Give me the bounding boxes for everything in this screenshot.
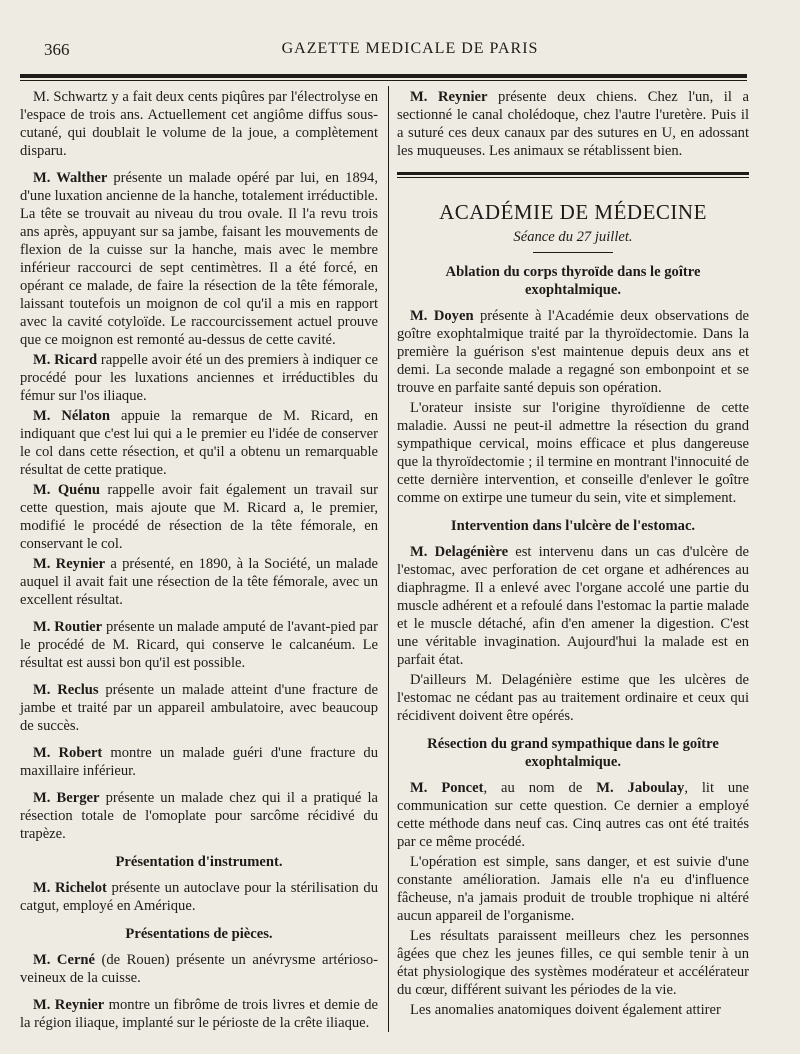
left-column bbox=[20, 88, 378, 1032]
short-rule bbox=[533, 252, 613, 253]
paragraph: L'orateur insiste sur l'origine thyroïdienne de cette maladie. Aussi ne peut-il admettre la résection du grand sympathique cervical, moins efficace et plus dangereuse que la thyroïdectomie ; il termine en montrant l'innocuité de cette dernière intervention, et conseille d'enlever le goître comme on extirpe une tumeur du sein, vite et simplement. bbox=[397, 400, 749, 506]
paragraph: D'ailleurs M. Delagénière estime que les ulcères de l'estomac ne cédant pas au traitement ordinaire et ceux qui récidivent doivent être opérés. bbox=[397, 672, 749, 724]
speaker-name: M. Doyen bbox=[410, 308, 474, 324]
paragraph-text: est intervenu dans un cas d'ulcère de l'estomac, avec perforation de cet organe et adhérences au diaphragme. Il a enlevé avec l'organe accolé une partie du muscle adhérent et a refoulé dans l'estomac la partie malade et le muscle détaché, afin d'en amener la digestion. C'est une véritable invagination. Aujourd'hui la malade est en parfait état. bbox=[397, 544, 749, 668]
header-rule bbox=[20, 74, 747, 78]
paragraph-text: (de Rouen) présente un anévrysme artérioso-veineux de la cuisse. bbox=[20, 952, 378, 986]
paragraph-text: présente un malade atteint d'une fracture de jambe et traité par un appareil ambulatoire, avec beaucoup de succès. bbox=[20, 682, 378, 734]
paragraph-text: appuie la remarque de M. Ricard, en indiquant que c'est lui qui a le premier eu l'idée de conserver le col dans cette résection, et qu'il a obtenu un remarquable résultat de cette pratique. bbox=[20, 408, 378, 478]
paragraph-text: , au nom de bbox=[483, 780, 597, 796]
paragraph: Les résultats paraissent meilleurs chez les personnes âgées que chez les jeunes filles, ce qui semble tenir à un état physiologique des systèmes modérateur et accélérateur du cœur, différent suivant les périodes de la vie. bbox=[397, 928, 749, 998]
header-rule-thin bbox=[20, 80, 747, 81]
paragraph bbox=[20, 407, 378, 479]
paragraph-text: a présenté, en 1890, à la Société, un malade auquel il avait fait une résection de la tête fémorale, avec un excellent résultat. bbox=[20, 556, 378, 608]
section-heading: Résection du grand sympathique dans le goître exophtalmique. bbox=[427, 736, 719, 770]
paragraph-text: présente deux chiens. Chez l'un, il a sectionné le canal cholédoque, chez l'autre l'uretère. Puis il a suturé ces deux canaux par des sutures en U, en adossant les muqueuses. Les animaux se rétablissent bien. bbox=[397, 89, 749, 159]
speaker-name: M. Reynier bbox=[410, 89, 488, 105]
paragraph bbox=[20, 481, 378, 553]
paragraph-text: montre un fibrôme de trois livres et demie de la région iliaque, implanté sur le périoste de la crête iliaque. bbox=[20, 997, 379, 1031]
speaker-name: M. Robert bbox=[33, 745, 103, 761]
paragraph: Les anomalies anatomiques doivent également attirer bbox=[410, 1002, 721, 1018]
paragraph-text: rappelle avoir fait également un travail sur cette question, mais ajoute que M. Ricard a, le premier, modifié le procédé de résection de la tête fémorale, en conservant le col. bbox=[20, 482, 378, 552]
paragraph-text: présente un malade amputé de l'avant-pied par le procédé de M. Ricard, qui conserve le calcanéum. Le résultat est aussi bon qu'il est possible. bbox=[20, 619, 378, 671]
paragraph bbox=[20, 879, 378, 915]
paragraph-text: présente un malade chez qui il a pratiqué la résection totale de l'omoplate pour sarcôme récidivé du trapèze. bbox=[20, 790, 378, 842]
column-divider bbox=[388, 86, 389, 1032]
section-heading: Présentations de pièces. bbox=[125, 926, 273, 942]
paragraph: M. Schwartz y a fait deux cents piqûres par l'électrolyse en l'espace de trois ans. Actuellement cet angiôme diffus sous-cutané, qui doublait le volume de la joue, a complètement disparu. bbox=[20, 89, 378, 159]
session-date: Séance du 27 juillet. bbox=[513, 229, 633, 245]
speaker-name: M. Routier bbox=[33, 619, 103, 635]
section-heading: Intervention dans l'ulcère de l'estomac. bbox=[450, 518, 696, 534]
paragraph-text: présente un autoclave pour la stérilisation du catgut, employé en Amérique. bbox=[20, 880, 378, 914]
paragraph bbox=[20, 951, 378, 987]
paragraph bbox=[397, 543, 749, 669]
paragraph bbox=[20, 744, 378, 780]
paragraph-text: rappelle avoir été un des premiers à indiquer ce procédé pour les luxations anciennes et irréductibles du fémur sur l'os iliaque. bbox=[20, 352, 378, 404]
paragraph bbox=[20, 789, 378, 843]
paragraph bbox=[20, 555, 378, 609]
section-heading: Ablation du corps thyroïde dans le goître exophtalmique. bbox=[445, 264, 701, 298]
paragraph bbox=[20, 681, 378, 735]
speaker-name: M. Reclus bbox=[33, 682, 99, 698]
section-heading: Présentation d'instrument. bbox=[115, 854, 283, 870]
paragraph bbox=[20, 169, 378, 349]
paragraph bbox=[20, 996, 378, 1032]
page-number: 366 bbox=[44, 40, 70, 59]
academy-heading: ACADÉMIE DE MÉDECINE bbox=[439, 200, 707, 224]
speaker-name: M. Poncet bbox=[410, 780, 484, 796]
speaker-name: M. Delagénière bbox=[410, 544, 509, 560]
speaker-name: M. Reynier bbox=[33, 997, 105, 1013]
paragraph-text: présente un malade opéré par lui, en 1894, d'une luxation ancienne de la hanche, totalement irréductible. La tête se trouvait au niveau du trou ovale. Il l'a revu trois ans après, appuyant sur sa jambe, faisant les mouvements de flexion de la cuisse sur la hanche, mais avec le membre inférieur raccourci de sept centimètres. Il a été forcé, en opérant ce malade, de faire la résection de la tête fémorale, laissant toutefois un moignon de col qu'il a mis en rapport avec la cavité cotyloïde. Le raccourcissement actuel prouve que ce moignon est remonté au-dessus de cette cavité. bbox=[20, 170, 379, 348]
paragraph-text: montre un malade guéri d'une fracture du maxillaire inférieur. bbox=[20, 745, 379, 779]
section-rule bbox=[397, 172, 749, 178]
speaker-name: M. Berger bbox=[33, 790, 100, 806]
speaker-name: M. Cerné bbox=[33, 952, 96, 968]
speaker-name: M. Nélaton bbox=[33, 408, 111, 424]
page-header bbox=[0, 40, 800, 70]
journal-title: GAZETTE MEDICALE DE PARIS bbox=[281, 40, 539, 57]
paragraph-text: présente à l'Académie deux observations de goître exophtalmique traité par la thyroïdectomie. Dans la première la guérison s'est maintenue depuis deux ans et demi. La seconde malade a regagné son embonpoint et se trouve en parfaite santé depuis son opération. bbox=[397, 308, 749, 396]
paragraph: L'opération est simple, sans danger, et est suivie d'une constante amélioration. Jamais elle n'a eu d'influence fâcheuse, n'a jamais produit de trouble trophique ni altéré aucun appareil de l'organisme. bbox=[397, 854, 749, 924]
speaker-name: M. Quénu bbox=[33, 482, 101, 498]
speaker-name: M. Ricard bbox=[33, 352, 98, 368]
paragraph bbox=[397, 88, 749, 160]
paragraph bbox=[397, 779, 749, 851]
paragraph bbox=[20, 618, 378, 672]
paragraph-text: , lit une communication sur cette question. Ce dernier a employé cette méthode dans neuf cas. Cinq autres cas ont été traités par ce même procédé. bbox=[397, 780, 749, 850]
speaker-name: M. Richelot bbox=[33, 880, 107, 896]
paragraph bbox=[397, 307, 749, 397]
right-column bbox=[397, 88, 749, 1019]
speaker-name: M. Reynier bbox=[33, 556, 106, 572]
speaker-name: M. Walther bbox=[33, 170, 108, 186]
speaker-name: M. Jaboulay bbox=[596, 780, 685, 796]
paragraph bbox=[20, 351, 378, 405]
